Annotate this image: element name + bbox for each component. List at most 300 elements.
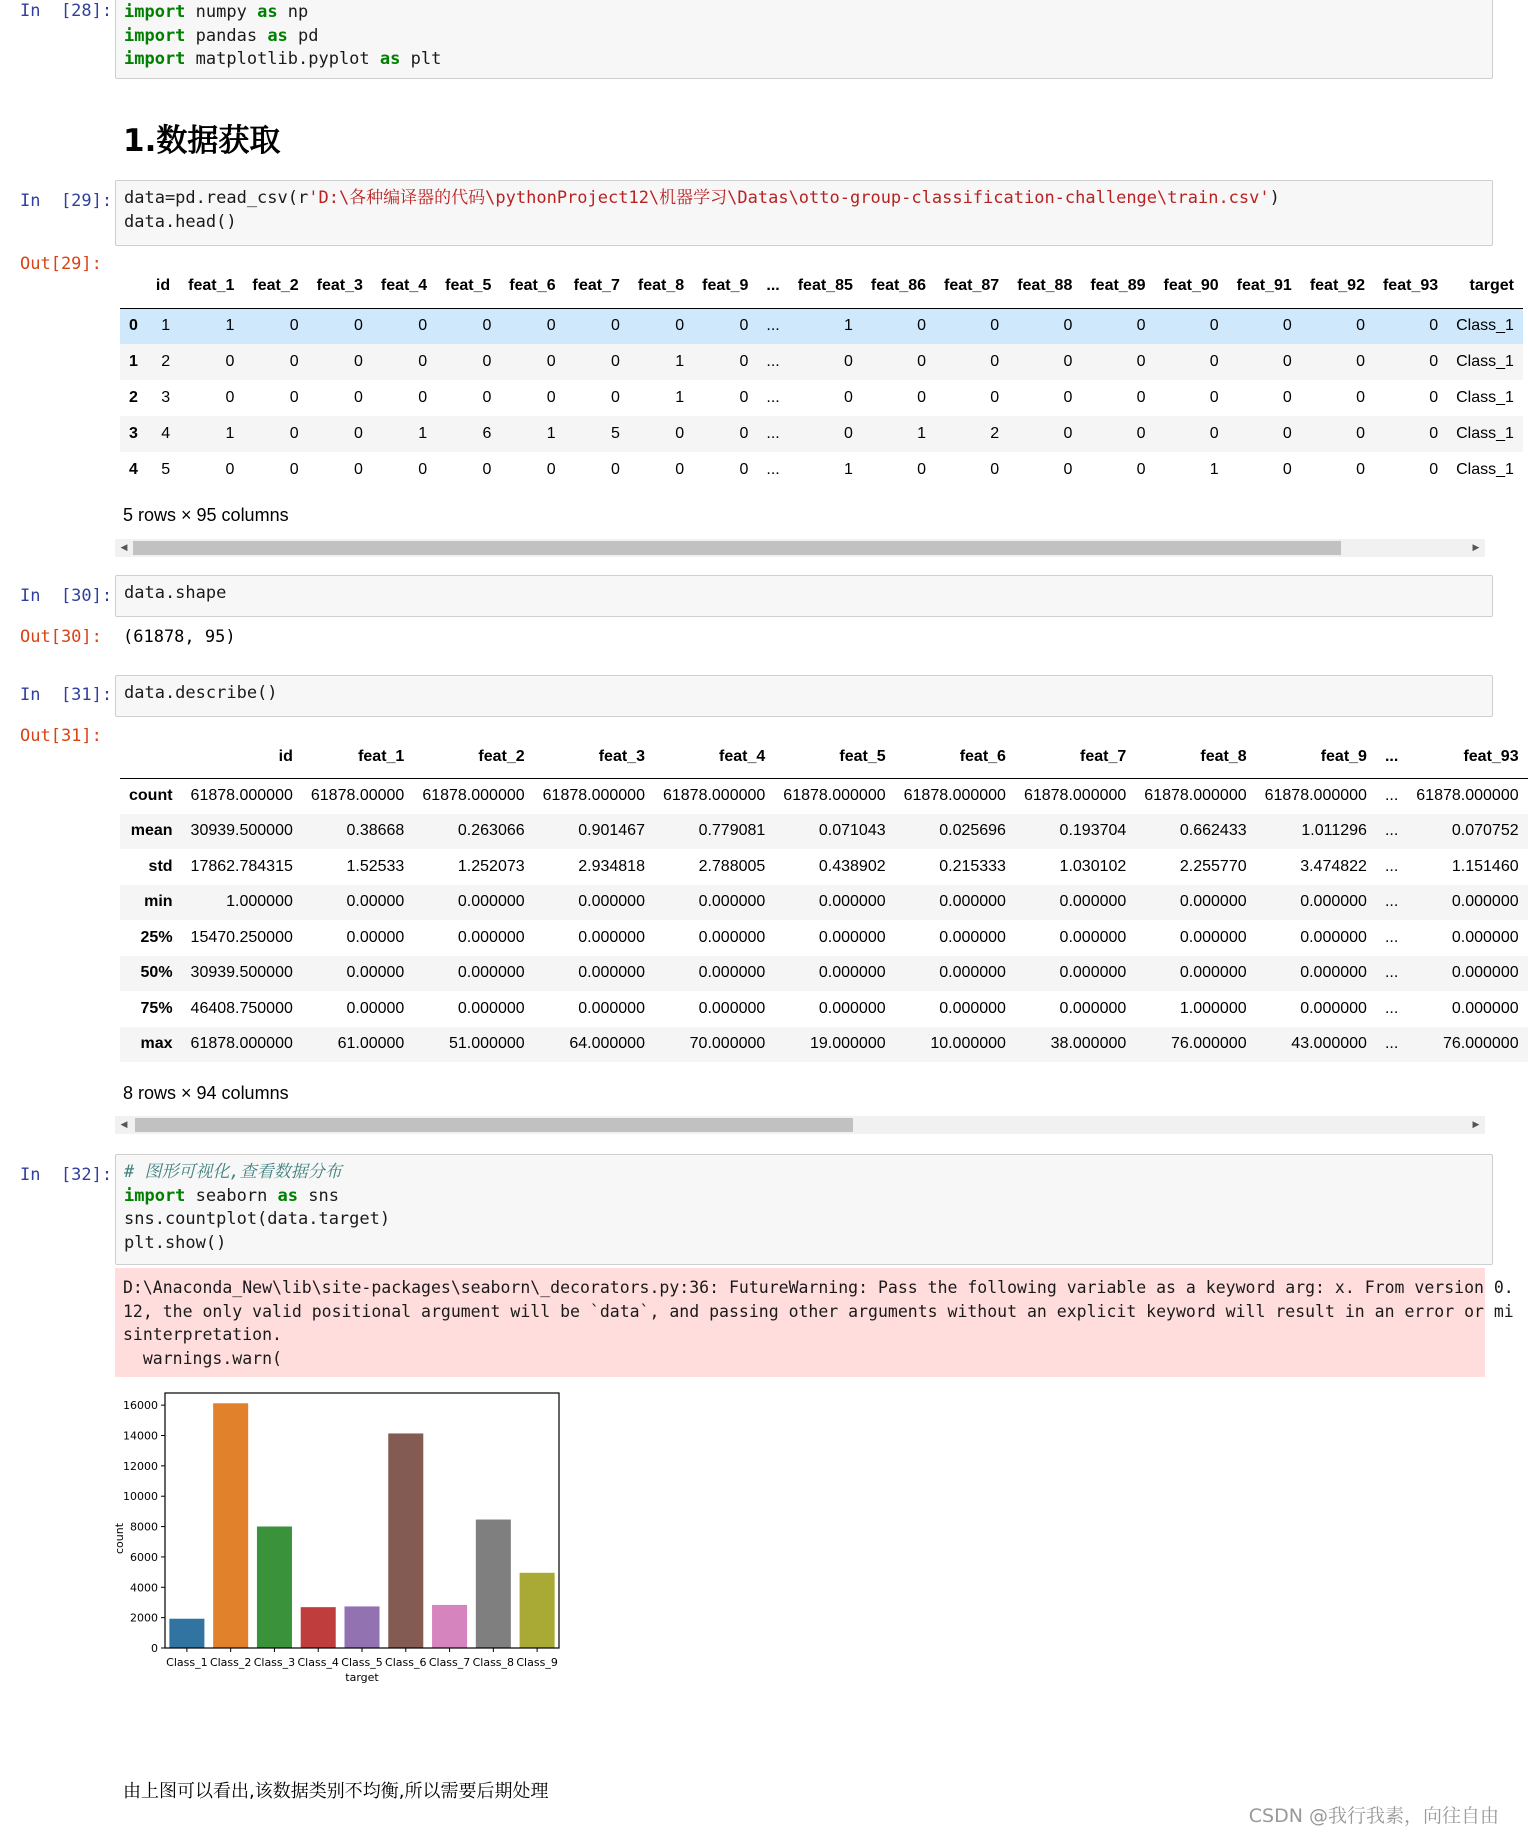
table-cell: 0.000000 <box>818 964 886 982</box>
table-cell: 0.000000 <box>1451 964 1519 982</box>
head-dataframe <box>120 264 1523 488</box>
code-line <box>124 682 1484 706</box>
table-cell: 0 <box>1209 389 1219 406</box>
table-cell: 0.025696 <box>939 822 1006 840</box>
table-cell: Class_1 <box>1456 461 1514 478</box>
table-cell: 0.000000 <box>1059 999 1127 1017</box>
table-cell: 0.000000 <box>939 893 1006 911</box>
bar-class-5 <box>344 1606 379 1648</box>
row-index: 3 <box>129 425 138 442</box>
table-cell: 0 <box>418 461 428 478</box>
table-cell: 0.779081 <box>698 822 766 840</box>
table-cell: 0 <box>990 353 1000 370</box>
cell-28-in-prompt: In [28]: <box>20 1 113 21</box>
cell-30-code[interactable] <box>115 575 1493 617</box>
table-cell: 0.662433 <box>1179 822 1247 840</box>
table-cell: 0.000000 <box>818 893 886 911</box>
table-cell: 0 <box>1429 353 1439 370</box>
table-cell: 6 <box>482 425 492 442</box>
table-cell: 1 <box>917 425 927 442</box>
scroll-thumb[interactable] <box>133 541 1341 555</box>
row-index: 75% <box>140 999 173 1017</box>
table-header-row <box>120 736 1528 778</box>
column-header: feat_91 <box>1236 276 1292 294</box>
table-cell: 0 <box>1282 389 1292 406</box>
table-cell: 0 <box>1063 317 1073 335</box>
describe-table-wrap[interactable] <box>120 736 1519 1056</box>
table-cell: 0.000000 <box>1059 964 1127 982</box>
table-cell: 0.215333 <box>939 857 1006 875</box>
table-cell: 1.000000 <box>226 893 293 911</box>
table-cell: 0 <box>1282 425 1292 442</box>
table-cell: ... <box>1384 787 1399 804</box>
x-tick-label: Class_4 <box>297 1656 339 1669</box>
table-cell: 0 <box>225 353 235 370</box>
x-tick-label: Class_6 <box>385 1656 427 1669</box>
x-tick-label: Class_2 <box>209 1656 252 1669</box>
row-index: 4 <box>129 461 138 478</box>
table-cell: 0.000000 <box>1059 893 1127 911</box>
table-cell: Class_1 <box>1456 425 1514 442</box>
table-cell: 0.263066 <box>457 822 525 840</box>
table-cell: Class_1 <box>1456 353 1514 370</box>
table-cell: 0 <box>739 389 749 406</box>
table-cell: 1.000000 <box>1179 999 1247 1017</box>
table-cell: 0 <box>546 353 556 370</box>
y-tick-label: 14000 <box>123 1429 158 1443</box>
column-header: feat_2 <box>478 747 525 765</box>
table-cell: 1.151460 <box>1451 857 1519 875</box>
table-cell: 61878.000000 <box>783 787 886 804</box>
table-cell: 3 <box>161 389 171 406</box>
code-line <box>124 25 1484 49</box>
table-cell: 0 <box>353 389 363 406</box>
table-cell: 1.252073 <box>457 857 525 875</box>
table-cell: 0 <box>610 353 620 370</box>
column-header: feat_1 <box>188 276 235 294</box>
cell-32-code[interactable] <box>115 1154 1493 1265</box>
bar-class-7 <box>432 1605 467 1648</box>
bar-class-6 <box>388 1433 423 1648</box>
table-cell: 1 <box>675 353 685 370</box>
table-cell: 0 <box>225 461 235 478</box>
table-cell: 2 <box>990 425 1000 442</box>
x-tick-label: Class_7 <box>428 1656 471 1669</box>
table-cell: 5 <box>610 425 620 442</box>
table-cell: 0 <box>418 317 428 335</box>
column-header: ... <box>766 276 780 294</box>
cell-31-in-prompt: In [31]: <box>20 685 113 705</box>
table-cell: 0 <box>675 425 685 442</box>
table-cell: 61878.000000 <box>1264 787 1367 804</box>
table-cell: 1.52533 <box>346 857 405 875</box>
column-header <box>120 736 182 778</box>
row-index: 2 <box>129 389 138 406</box>
code-token: import <box>124 1185 186 1206</box>
table-cell: 0.000000 <box>1300 964 1367 982</box>
column-header: feat_5 <box>839 747 886 765</box>
table-cell: 0.000000 <box>578 999 645 1017</box>
table-cell: 0 <box>353 317 363 335</box>
table-cell: 0 <box>1356 461 1365 478</box>
row-index: 1 <box>129 353 138 370</box>
table-cell: 0 <box>1282 461 1292 478</box>
table-cell: 0.00000 <box>346 964 405 982</box>
table-cell: 0.00000 <box>346 928 405 946</box>
y-tick-label: 8000 <box>130 1520 158 1534</box>
table-cell: 0 <box>1063 389 1073 406</box>
table-cell: 0.000000 <box>457 964 525 982</box>
table-cell: 61878.00000 <box>310 787 405 804</box>
table-cell: 0 <box>917 317 927 335</box>
table-cell: 0.000000 <box>939 999 1006 1017</box>
table-row <box>120 416 1523 452</box>
table-cell: 0 <box>843 425 853 442</box>
table-cell: 61878.000000 <box>662 787 766 804</box>
table-cell: 0 <box>990 389 1000 406</box>
table-row <box>120 452 1523 488</box>
table-cell: 0 <box>1356 317 1365 335</box>
table-cell: 0.000000 <box>818 928 886 946</box>
table-cell: ... <box>766 389 780 406</box>
table-cell: 1 <box>546 425 556 442</box>
table-cell: 70.000000 <box>689 1035 766 1053</box>
code-token: ) <box>1269 188 1280 208</box>
table-cell: 0.000000 <box>698 893 766 911</box>
code-token: data.shape <box>124 583 227 603</box>
column-header: feat_92 <box>1309 276 1365 294</box>
table-cell: 1 <box>418 425 428 442</box>
table-cell: 30939.500000 <box>190 822 293 840</box>
y-tick-label: 6000 <box>130 1550 158 1564</box>
column-header: feat_5 <box>445 276 492 294</box>
table-cell: 0.193704 <box>1059 822 1127 840</box>
table-cell: 0 <box>1136 317 1146 335</box>
table-row <box>120 956 1528 992</box>
table-cell: 0 <box>843 389 853 406</box>
table-cell: 0.000000 <box>1451 999 1519 1017</box>
table-cell: ... <box>1384 999 1399 1017</box>
table-cell: 51.000000 <box>449 1035 525 1053</box>
y-tick-label: 10000 <box>123 1490 158 1504</box>
column-header <box>120 264 147 308</box>
table-cell: 1 <box>843 317 853 335</box>
table-row <box>120 1027 1528 1063</box>
table-cell: 0.000000 <box>578 893 645 911</box>
scroll-thumb[interactable] <box>135 1118 853 1132</box>
code-token: as <box>379 49 401 69</box>
table-cell: 0.000000 <box>698 928 766 946</box>
column-header: feat_85 <box>797 276 853 294</box>
code-line <box>124 1185 1484 1209</box>
table-row <box>120 778 1528 814</box>
table-cell: 4 <box>161 425 171 442</box>
column-header: feat_8 <box>637 276 685 294</box>
table-cell: 0.00000 <box>346 999 405 1017</box>
shape-output: (61878, 95) <box>123 627 236 647</box>
table-cell: 0 <box>610 461 620 478</box>
table-cell: 0.000000 <box>939 964 1006 982</box>
conclusion-text: 由上图可以看出,该数据类别不均衡,所以需要后期处理 <box>123 1781 549 1802</box>
code-line <box>124 1 1484 25</box>
table-cell: 0 <box>289 461 299 478</box>
cell-29-in-prompt: In [29]: <box>20 191 113 211</box>
table-row <box>120 991 1528 1027</box>
code-token: import <box>124 2 186 22</box>
table-cell: 64.000000 <box>569 1035 645 1053</box>
row-index: min <box>144 893 173 911</box>
column-header: feat_89 <box>1090 276 1146 294</box>
table-cell: 0.000000 <box>1300 928 1367 946</box>
code-line <box>124 1161 1484 1185</box>
x-axis-label: target <box>345 1671 379 1684</box>
column-header: id <box>278 747 293 765</box>
table-cell: 0 <box>1136 353 1146 370</box>
table-cell: 0 <box>917 389 927 406</box>
table-row <box>120 849 1528 885</box>
table-cell: 0 <box>482 317 492 335</box>
table-cell: 19.000000 <box>809 1035 886 1053</box>
table-cell: 0.438902 <box>818 857 886 875</box>
x-tick-label: Class_3 <box>253 1656 296 1669</box>
cell-32-in-prompt: In [32]: <box>20 1165 113 1185</box>
table-cell: 0 <box>917 461 927 478</box>
table-cell: 0.901467 <box>578 822 645 840</box>
table-cell: 1.030102 <box>1059 857 1127 875</box>
y-tick-label: 4000 <box>130 1581 158 1595</box>
table-cell: 0 <box>225 389 235 406</box>
describe-shape-note: 8 rows × 94 columns <box>123 1083 289 1103</box>
bar-class-1 <box>169 1619 204 1648</box>
column-header: feat_87 <box>944 276 1000 294</box>
table-cell: 61878.000000 <box>1023 787 1127 804</box>
table-cell: ... <box>766 425 780 442</box>
table-cell: 0 <box>289 425 299 442</box>
column-header: feat_86 <box>870 276 927 294</box>
column-header: feat_93 <box>1382 276 1439 294</box>
table-cell: 61.00000 <box>337 1035 405 1053</box>
table-cell: 0 <box>289 353 299 370</box>
code-line <box>124 211 1484 235</box>
code-token: sns <box>298 1185 339 1206</box>
code-token: plt <box>400 49 442 69</box>
code-token: data.head() <box>124 211 237 232</box>
column-header: feat_6 <box>959 747 1006 765</box>
section-heading: 1.数据获取 <box>123 123 281 159</box>
column-header: feat_9 <box>1320 747 1367 765</box>
code-line <box>124 48 1484 72</box>
row-index: 50% <box>140 964 173 982</box>
y-tick-label: 2000 <box>130 1611 158 1625</box>
bar-class-4 <box>301 1607 336 1648</box>
table-cell: ... <box>1384 1035 1399 1053</box>
code-token: data.describe() <box>124 683 278 703</box>
code-token: import <box>124 25 186 46</box>
table-cell: 0 <box>482 461 492 478</box>
column-header: feat_1 <box>358 747 405 765</box>
cell-29-out-prompt: Out[29]: <box>20 254 102 274</box>
code-token: numpy <box>185 2 258 22</box>
table-cell: 0.000000 <box>1059 928 1127 946</box>
column-header: feat_6 <box>509 276 556 294</box>
column-header: feat_90 <box>1163 276 1219 294</box>
table-cell: 1.011296 <box>1301 822 1367 840</box>
row-index: 0 <box>129 317 138 335</box>
row-index: 25% <box>140 928 173 946</box>
table-cell: 0 <box>1429 317 1439 335</box>
head-table-wrap[interactable] <box>120 264 1514 482</box>
table-cell: ... <box>766 353 780 370</box>
table-cell: 0 <box>1356 353 1365 370</box>
table-row <box>120 920 1528 956</box>
cell-28-code[interactable] <box>115 0 1493 79</box>
table-cell: 0 <box>675 317 685 335</box>
table-cell: 0 <box>843 353 853 370</box>
code-token: data=pd.read_csv(r <box>124 188 309 208</box>
table-cell: 0 <box>546 317 556 335</box>
table-cell: 0 <box>353 425 363 442</box>
table-row <box>120 344 1523 380</box>
y-tick-label: 0 <box>151 1642 158 1655</box>
code-token: plt.show() <box>124 1232 227 1253</box>
cell-29-code[interactable] <box>115 180 1493 246</box>
code-token: as <box>277 1185 299 1206</box>
table-row <box>120 380 1523 416</box>
table-cell: 0 <box>482 389 492 406</box>
table-cell: 0.000000 <box>939 928 1006 946</box>
table-cell: 1 <box>225 425 235 442</box>
table-cell: 0 <box>353 353 363 370</box>
table-cell: 17862.784315 <box>190 857 293 875</box>
table-cell: 61878.000000 <box>903 787 1006 804</box>
table-row <box>120 308 1523 344</box>
table-cell: 0.000000 <box>1451 928 1519 946</box>
table-cell: 0 <box>1136 389 1146 406</box>
x-tick-label: Class_8 <box>472 1656 515 1669</box>
csdn-watermark: CSDN @我行我素，向往自由 <box>1248 1805 1499 1827</box>
table-cell: 0 <box>917 353 927 370</box>
table-cell: 2.255770 <box>1179 857 1247 875</box>
table-cell: 0 <box>1356 389 1365 406</box>
code-token: pd <box>287 25 319 46</box>
table-cell: 0.000000 <box>1451 893 1519 911</box>
table-cell: 0 <box>1282 353 1292 370</box>
table-cell: 0 <box>739 353 749 370</box>
column-header: feat_9 <box>702 276 749 294</box>
table-cell: 0 <box>739 317 749 335</box>
table-cell: 0 <box>546 389 556 406</box>
code-token: sns.countplot(data.target) <box>124 1209 391 1229</box>
table-cell: 0.000000 <box>457 999 525 1017</box>
column-header: ... <box>1384 747 1399 765</box>
code-token: as <box>267 25 288 46</box>
table-cell: 0 <box>1136 461 1146 478</box>
code-token: as <box>257 2 278 22</box>
table-cell: 0 <box>1063 353 1073 370</box>
table-cell: 0 <box>610 317 620 335</box>
code-token: np <box>277 2 309 22</box>
table-header-row <box>120 264 1523 308</box>
table-cell: 30939.500000 <box>190 964 293 982</box>
table-row <box>120 814 1528 850</box>
code-line <box>124 1232 1484 1256</box>
table-cell: 0 <box>1136 425 1146 442</box>
table-cell: ... <box>1384 857 1399 875</box>
table-cell: 46408.750000 <box>190 999 293 1017</box>
cell-31-code[interactable] <box>115 675 1493 717</box>
table-cell: 0 <box>418 353 428 370</box>
code-token: matplotlib.pyplot <box>185 49 380 69</box>
table-cell: 0 <box>353 461 363 478</box>
code-token: import <box>124 49 186 69</box>
scroll-right-arrow-icon[interactable]: ▶ <box>1472 543 1480 553</box>
code-token: seaborn <box>185 1185 278 1206</box>
table-cell: Class_1 <box>1456 317 1514 335</box>
table-cell: 2.788005 <box>698 857 766 875</box>
table-cell: 5 <box>161 461 171 478</box>
table-cell: 3.474822 <box>1300 857 1367 875</box>
row-index: std <box>148 857 173 875</box>
table-cell: 0.000000 <box>698 999 766 1017</box>
row-index: mean <box>130 822 173 840</box>
table-cell: 15470.250000 <box>190 928 293 946</box>
table-cell: 76.000000 <box>1442 1035 1519 1053</box>
x-tick-label: Class_5 <box>341 1656 383 1669</box>
table-cell: 0 <box>482 353 492 370</box>
table-cell: 0 <box>289 317 299 335</box>
table-cell: 0 <box>1282 317 1292 335</box>
code-line <box>124 187 1484 211</box>
bar-class-3 <box>257 1527 292 1648</box>
bar-class-8 <box>476 1520 511 1648</box>
bar-class-9 <box>520 1573 555 1648</box>
table-cell: 0.000000 <box>818 999 886 1017</box>
head-shape-note: 5 rows × 95 columns <box>123 505 289 525</box>
scroll-left-arrow-icon[interactable]: ◀ <box>120 1120 128 1130</box>
table-cell: 0.000000 <box>1179 928 1247 946</box>
table-cell: 0.000000 <box>457 893 525 911</box>
table-cell: 0.071043 <box>818 822 886 840</box>
y-tick-label: 16000 <box>123 1399 158 1413</box>
column-header: feat_4 <box>380 276 428 294</box>
bar-class-2 <box>213 1403 248 1648</box>
scroll-left-arrow-icon[interactable]: ◀ <box>120 543 128 553</box>
table-cell: 0 <box>1429 461 1439 478</box>
cell-31-out-prompt: Out[31]: <box>20 726 102 746</box>
table-cell: 0 <box>418 389 428 406</box>
table-cell: 0 <box>1209 317 1219 335</box>
column-header: feat_8 <box>1200 747 1247 765</box>
table-cell: 0.00000 <box>346 893 405 911</box>
warning-output: D:\Anaconda_New\lib\site-packages\seaborn\_decorators.py:36: FutureWarning: Pass the following variable as a keyword arg: x. From version 0. 12, the only valid positional argument will be `data`, and passing other arguments without an explicit keyword will result in an error or mi sinterpretation. warnings.warn( <box>115 1268 1485 1377</box>
cell-30-out-prompt: Out[30]: <box>20 627 102 647</box>
table-cell: 1 <box>225 317 235 335</box>
scroll-right-arrow-icon[interactable]: ▶ <box>1472 1120 1480 1130</box>
table-cell: 61878.000000 <box>542 787 645 804</box>
table-cell: 0.000000 <box>578 964 645 982</box>
describe-table-scrollbar[interactable] <box>115 1116 1485 1134</box>
table-cell: 0 <box>1063 461 1073 478</box>
table-cell: 0 <box>610 389 620 406</box>
table-cell: 0.000000 <box>1179 964 1247 982</box>
table-cell: 61878.000000 <box>1144 787 1247 804</box>
x-tick-label: Class_1 <box>166 1656 208 1669</box>
head-table-scrollbar[interactable] <box>115 539 1485 557</box>
table-cell: 0.000000 <box>1179 893 1247 911</box>
table-cell: ... <box>766 317 780 335</box>
table-cell: 0.38668 <box>346 822 405 840</box>
table-cell: 0 <box>546 461 556 478</box>
